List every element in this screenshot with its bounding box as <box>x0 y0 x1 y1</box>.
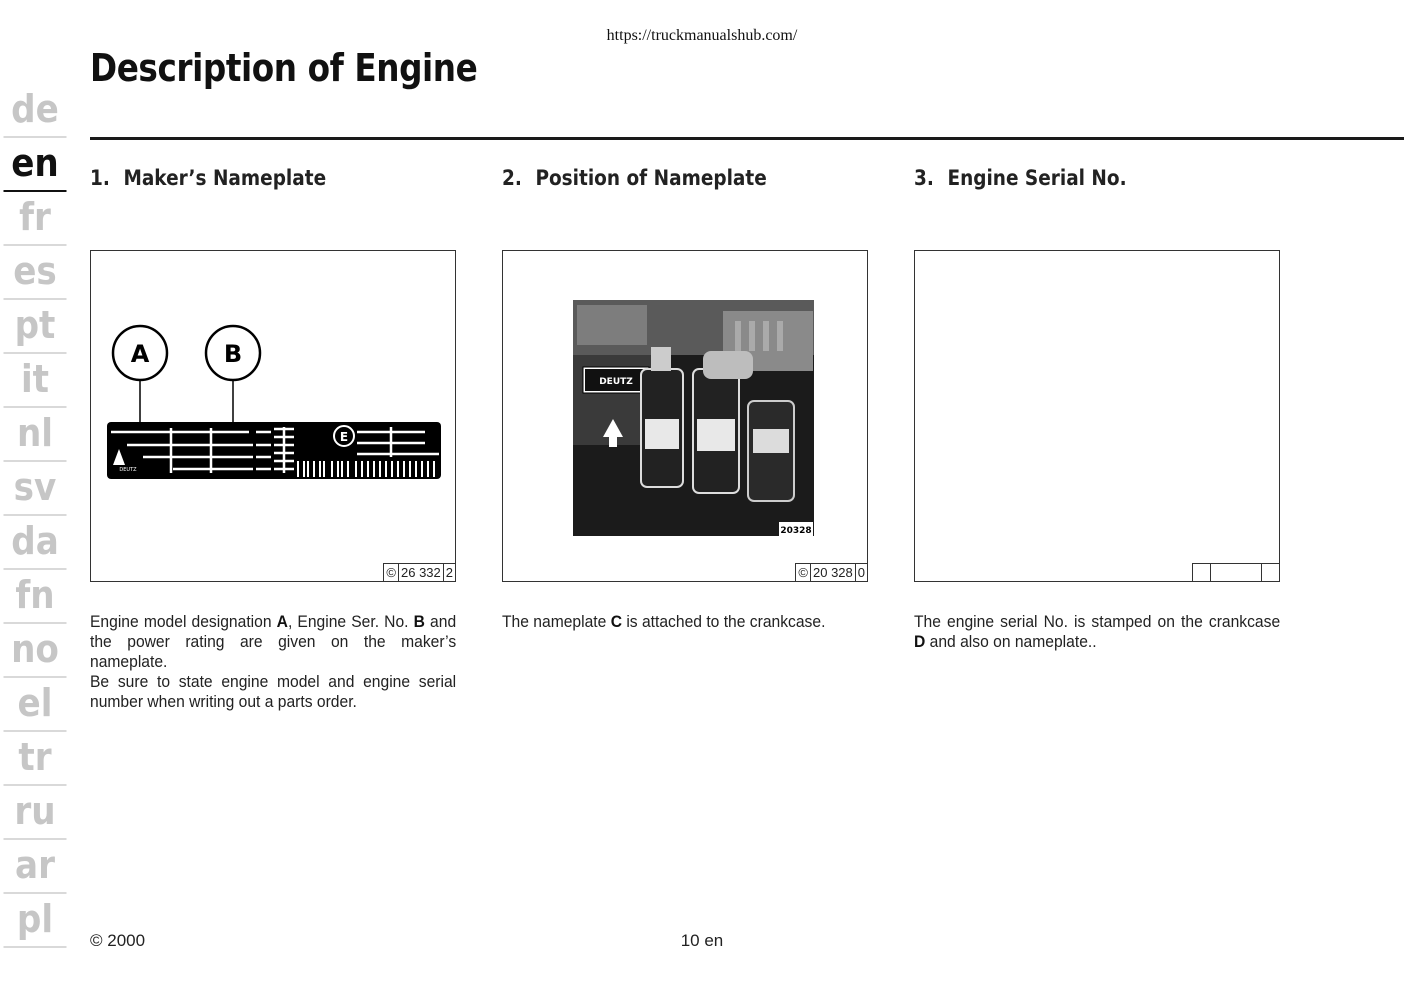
lang-tab-no[interactable]: no <box>4 624 67 678</box>
text-run: The nameplate <box>502 612 611 631</box>
lang-tab-tr[interactable]: tr <box>4 732 67 786</box>
lang-tab-ru[interactable]: ru <box>4 786 67 840</box>
ref-b: B <box>413 612 425 631</box>
lang-tab-da[interactable]: da <box>4 516 67 570</box>
callout-a: A <box>130 340 150 368</box>
lang-tab-pt[interactable]: pt <box>4 300 67 354</box>
figure-code <box>795 563 868 582</box>
title-divider <box>90 137 1404 140</box>
section-heading <box>502 166 824 190</box>
lang-tab-ar[interactable]: ar <box>4 840 67 894</box>
section-number: 1. <box>90 166 110 190</box>
section-number: 2. <box>502 166 522 190</box>
lang-tab-de[interactable]: de <box>4 84 67 138</box>
figure-number: 26 332 <box>398 564 443 581</box>
engine-photo <box>503 251 867 581</box>
figure-suffix: 0 <box>855 564 867 581</box>
copyright-symbol: © <box>386 565 396 580</box>
nameplate-figure <box>90 250 456 582</box>
section-heading <box>90 166 412 190</box>
lang-tab-fr[interactable]: fr <box>4 192 67 246</box>
page-title: Description of Engine <box>90 46 478 90</box>
callout-b: B <box>223 340 243 368</box>
text-run: The engine serial No. is stamped on the crankcase <box>914 612 1281 631</box>
figure-code-empty <box>1192 563 1280 582</box>
section-text <box>90 612 456 712</box>
ref-c: C <box>610 612 622 631</box>
source-url[interactable]: https://truckmanualshub.com/ <box>606 27 798 44</box>
figure-code-cell <box>1193 564 1210 581</box>
text-run: , Engine Ser. No. <box>287 612 414 631</box>
section-number: 3. <box>914 166 934 190</box>
section-title: Position of Nameplate <box>535 166 767 190</box>
section-title: Engine Serial No. <box>947 166 1127 190</box>
figure-code <box>383 563 456 582</box>
lang-tab-en[interactable]: en <box>4 138 67 192</box>
text-run: and also on nameplate.. <box>925 632 1097 651</box>
section-makers-nameplate <box>90 166 457 711</box>
lang-tab-sv[interactable]: sv <box>4 462 67 516</box>
section-text <box>914 612 1280 652</box>
lang-tab-es[interactable]: es <box>4 246 67 300</box>
ref-a: A <box>276 612 288 631</box>
nameplate-position-figure <box>502 250 868 582</box>
figure-suffix: 2 <box>443 564 455 581</box>
lang-tab-el[interactable]: el <box>4 678 67 732</box>
approval-mark: E <box>339 430 349 444</box>
text-run: Engine model designation <box>90 612 277 631</box>
section-engine-serial-no <box>914 166 1281 651</box>
figure-code-cell <box>1261 564 1279 581</box>
nameplate-drawing <box>91 251 455 581</box>
nameplate-brand: DEUTZ <box>119 467 137 473</box>
section-position-of-nameplate <box>502 166 868 631</box>
figure-number: 20 328 <box>810 564 855 581</box>
section-text <box>502 612 868 632</box>
copyright-symbol: © <box>798 565 808 580</box>
footer-copyright: © 2000 <box>90 931 146 950</box>
section-heading <box>914 166 1236 190</box>
photo-brand: DEUTZ <box>599 377 633 387</box>
text-run: Be sure to state engine model and engine serial number when writing out a parts order. <box>90 672 457 711</box>
serial-number-figure <box>914 250 1280 582</box>
language-index <box>0 84 70 948</box>
text-run: and the power rating are given on the maker’s nameplate. <box>90 612 457 671</box>
lang-tab-nl[interactable]: nl <box>4 408 67 462</box>
figure-code-cell <box>1210 564 1261 581</box>
lang-tab-it[interactable]: it <box>4 354 67 408</box>
page-number: 10 en <box>680 931 724 950</box>
lang-tab-fn[interactable]: fn <box>4 570 67 624</box>
photo-number: 20328 <box>780 526 812 536</box>
lang-tab-pl[interactable]: pl <box>4 894 67 948</box>
text-run: is attached to the crankcase. <box>621 612 826 631</box>
ref-d: D <box>914 632 926 651</box>
section-title: Maker’s Nameplate <box>123 166 327 190</box>
